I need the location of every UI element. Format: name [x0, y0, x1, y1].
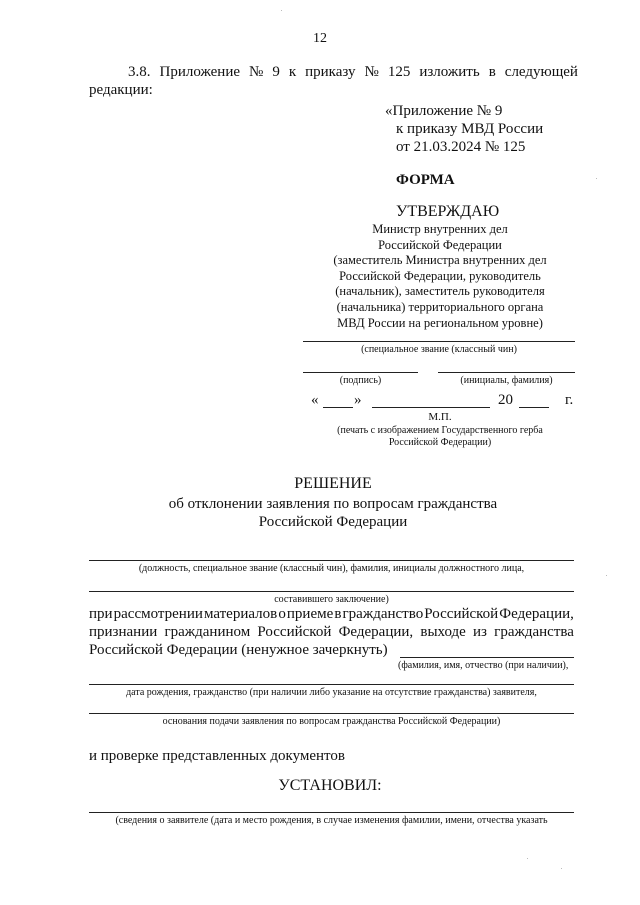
year-prefix: 20 [498, 392, 513, 408]
scan-speck [606, 575, 607, 576]
consider-word: приеме [286, 606, 334, 622]
official-underline [89, 560, 574, 561]
appendix-line-3: от 21.03.2024 № 125 [396, 139, 526, 155]
initials-caption: (инициалы, фамилия) [460, 375, 553, 386]
grounds-underline [89, 713, 574, 714]
decision-subtitle-2: Российской Федерации [258, 514, 408, 530]
scan-speck [527, 858, 528, 859]
intro-word: 9 [272, 64, 280, 80]
decision-title: РЕШЕНИЕ [294, 475, 372, 492]
approver-line: (заместитель Министра внутренних дел [333, 253, 547, 268]
intro-line-2: редакции: [89, 82, 153, 98]
approver-line: (начальника) территориального органа [336, 299, 544, 314]
consider-word: при [89, 606, 113, 622]
appendix-line-1: «Приложение № 9 [385, 103, 503, 119]
approve-heading: УТВЕРЖДАЮ [396, 203, 500, 220]
intro-word: приказу [305, 64, 356, 80]
consider-word: Российской [257, 624, 332, 640]
consider-word: из [473, 624, 487, 640]
intro-word: № [364, 64, 379, 80]
consider-word: признании [89, 624, 158, 640]
consider-line-2 [89, 624, 574, 641]
consider-word: гражданином [164, 624, 251, 640]
decision-subtitle-1: об отклонении заявления по вопросам гражданства [168, 496, 498, 512]
day-underline [323, 407, 353, 408]
consider-word: гражданства [494, 624, 574, 640]
intro-word: Приложение [159, 64, 241, 80]
date-close-quote: » [354, 392, 362, 408]
signature-caption: (подпись) [339, 375, 382, 386]
intro-word: в [488, 64, 496, 80]
fio-underline [400, 657, 574, 658]
approver-line: Министр внутренних дел [372, 222, 508, 236]
consider-word: Федерации, [338, 624, 414, 640]
scan-speck [281, 10, 282, 11]
scan-speck [596, 178, 597, 179]
stamp-caption-2: Российской Федерации) [388, 437, 492, 448]
stamp-label: М.П. [428, 411, 452, 423]
approver-line: Российской Федерации [378, 237, 502, 252]
consider-word: Российской [424, 606, 499, 622]
compiler-caption: составившего заключение) [274, 594, 389, 605]
consider-word: гражданство [342, 606, 424, 622]
year-underline [519, 407, 549, 408]
birth-caption: дата рождения, гражданство (при наличии либо указание на отсутствие гражданства) заявителя, [126, 687, 537, 698]
rank-caption: (специальное звание (классный чин) [361, 344, 517, 355]
year-suffix: г. [565, 392, 574, 408]
intro-word: следующей [504, 64, 578, 80]
fio-caption: (фамилия, имя, отчество (при наличии), [398, 660, 569, 671]
consider-word: выходе [420, 624, 466, 640]
page-number: 12 [313, 31, 327, 46]
consider-word: рассмотрении [113, 606, 203, 622]
compiler-underline [89, 591, 574, 592]
consider-word: о [278, 606, 286, 622]
check-text: и проверке представленных документов [89, 748, 345, 764]
established-heading: УСТАНОВИЛ: [278, 777, 382, 794]
intro-word: изложить [419, 64, 480, 80]
official-caption: (должность, специальное звание (классный чин), фамилия, инициалы должностного лица, [138, 563, 525, 574]
consider-word: в [334, 606, 342, 622]
rank-underline [303, 341, 575, 342]
birth-underline [89, 684, 574, 685]
applicant-caption: (сведения о заявителе (дата и место рождения, в случае изменения фамилии, имени, отчества указать [115, 815, 548, 826]
date-open-quote: « [311, 392, 319, 408]
appendix-line-2: к приказу МВД России [396, 121, 544, 137]
scan-speck [561, 868, 562, 869]
consider-line-3: Российской Федерации (ненужное зачеркнуть) [89, 642, 388, 658]
approver-line: МВД России на региональном уровне) [337, 315, 543, 330]
approver-position [300, 222, 580, 331]
intro-word: 3.8. [128, 64, 151, 80]
consider-line-1 [89, 606, 574, 623]
intro-line-1 [128, 64, 578, 81]
intro-word: 125 [387, 64, 411, 80]
intro-word: к [288, 64, 297, 80]
initials-underline [438, 372, 575, 373]
form-title: ФОРМА [396, 172, 455, 188]
signature-underline [303, 372, 418, 373]
stamp-caption-1: (печать с изображением Государственного герба [337, 425, 543, 436]
month-underline [372, 407, 490, 408]
consider-word: Федерации, [499, 606, 574, 622]
applicant-underline [89, 812, 574, 813]
intro-word: № [249, 64, 264, 80]
grounds-caption: основания подачи заявления по вопросам гражданства Российской Федерации) [162, 716, 501, 727]
approver-line: Российской Федерации, руководитель [339, 268, 541, 283]
consider-word: материалов [203, 606, 278, 622]
approver-line: (начальник), заместитель руководителя [335, 284, 545, 299]
